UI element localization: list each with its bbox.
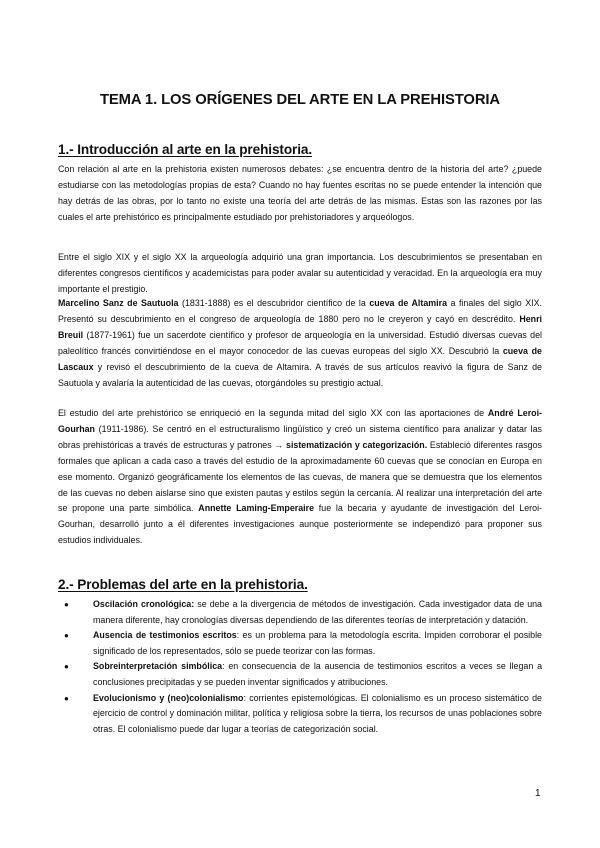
bullet-text: : corrientes epistemológicas. El colonialismo es un proceso sistemático de ejercicio de control y dominación militar, política y religiosa sobre la tierra, los recursos de unas poblaciones sobre otras. El colonialismo puede dar lugar a teorías de categorización social. <box>93 692 542 734</box>
list-item <box>58 659 542 690</box>
bullet-icon: ● <box>64 693 69 703</box>
bullet-icon: ● <box>64 600 69 609</box>
text: (1831-1888) es el descubridor científico de la <box>178 298 370 308</box>
term-sistematizacion: sistematización y categorización. <box>286 439 428 450</box>
text: a finales del siglo XIX. Presentó su descubrimiento en el congreso de arqueología de 1880 pero no le creyeron y cayó en descrédito. <box>58 298 542 324</box>
text: fue la becaria y ayudante de investigación del Leroi-Gourhan, desarrolló junto a él diferentes investigaciones aunque posteriormente se independizó para proponer sus estudios individuales. <box>58 503 542 546</box>
text: (1911-1986). Se centró en el estructuralismo lingüístico y creó un sistema científico para analizar y datar las obras prehistóricas a través de estructuras y patrones → <box>58 423 542 450</box>
bullet-icon: ● <box>64 662 69 672</box>
term-lascaux: cueva de Lascaux <box>58 345 542 372</box>
name-leroi-gourhan: André Leroi-Gourhan <box>58 408 542 434</box>
term-altamira: cueva de Altamira <box>369 298 448 308</box>
name-laming-emperaire: Annette Laming-Emperaire <box>198 503 315 514</box>
bullet-icon: ● <box>64 631 69 641</box>
page-title: TEMA 1. LOS ORÍGENES DEL ARTE EN LA PREHISTORIA <box>99 92 501 108</box>
section-1-paragraph-2: Entre el siglo XIX y el siglo XX la arqueología adquirió una gran importancia. Los descubrimientos se presentaban en diferentes congresos científicos y academicistas para poder avalar su autenticidad y veracidad. En la arqueología era muy importante el prestigio. <box>58 252 542 294</box>
bullet-text: : es un problema para la metodología escrita. Impiden corroborar el posible significado de los representados, sólo se puede teorizar con las formas. <box>93 630 542 656</box>
bullet-term: Oscilación cronológica: <box>93 599 195 609</box>
page-number: 1 <box>535 788 541 799</box>
section-1-heading: 1.- Introducción al arte en la prehistoria. <box>58 142 313 157</box>
text: (1877-1961) fue un sacerdote científico y profesor de arqueología en la universidad. Estudió diversas cuevas del paleolítico francés convirtiéndose en el mayor conocedor de las cuevas europeas del siglo XX. Descubrió la <box>58 329 542 356</box>
section-1-paragraph-1: Con relación al arte en la prehistoria existen numerosos debates: ¿se encuentra dentro de la historia del arte? ¿puede estudiarse con las metodologías propias de esta? Cuando no hay fuentes escritas no se puede entender la intención que hay detrás de las obras, por lo tanto no existe una teoría del arte detrás de las mismas. Estas son las razones por las cuales el arte prehistórico es principalmente estudiado por prehistoriadores y arqueólogos. <box>58 164 542 222</box>
problems-list <box>58 597 542 737</box>
text: y revisó el descubrimiento de la cueva de Altamira. A través de sus artículos reavivó la figura de Sanz de Sautuola y avalaría la autenticidad de las cuevas, otorgándoles su prestigio actual. <box>58 361 542 388</box>
name-sautuola: Marcelino Sanz de Sautuola <box>58 298 179 308</box>
section-1-paragraph-4 <box>58 406 542 549</box>
list-item <box>58 628 542 659</box>
bullet-term: Evolucionismo y (neo)colonialismo <box>93 692 244 703</box>
bullet-text: se debe a la divergencia de métodos de investigación. Cada investigador data de una manera diferente, hay cronologías diversas dependiendo de las diferentes teorías de interpretación y datación. <box>93 599 542 625</box>
name-breuil: Henri Breuil <box>58 313 542 340</box>
bullet-term: Ausencia de testimonios escritos <box>93 630 237 641</box>
bullet-term: Sobreinterpretación simbólica <box>93 661 223 672</box>
list-item <box>58 691 542 738</box>
section-1-paragraph-3 <box>58 296 542 391</box>
list-item <box>58 597 542 628</box>
bullet-text: : en consecuencia de la ausencia de testimonios escritos a veces se llegan a conclusiones precipitadas y se pueden inventar significados y atribuciones. <box>93 661 543 687</box>
text: Estableció diferentes rasgos formales que aplican a cada caso a través del estudio de la aproximadamente 60 cuevas que se conocían en Europa en ese momento. Organizó geográficamente los elementos de las cuevas, de manera que se demuestra que los elementos de las cuevas no deben aislarse sino que existen pautas y estilos según la cercanía. Al realizar una interpretación del arte se propone una parte simbólica. <box>58 439 542 514</box>
text: El estudio del arte prehistórico se enriqueció en la segunda mitad del siglo XX con las aportaciones de <box>58 408 488 418</box>
section-2-heading: 2.- Problemas del arte en la prehistoria. <box>58 577 308 592</box>
